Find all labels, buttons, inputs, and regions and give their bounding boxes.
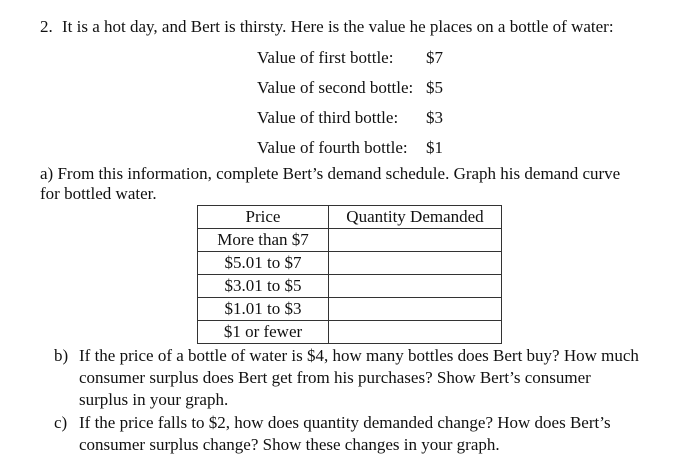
table-row [198, 298, 502, 321]
table-row [198, 321, 502, 344]
value-amount-3: $3 [426, 108, 443, 127]
demand-schedule-table [197, 205, 502, 344]
part-b-line-2: consumer surplus does Bert get from his purchases? Show Bert’s consumer [79, 368, 591, 387]
question-intro: It is a hot day, and Bert is thirsty. Here is the value he places on a bottle of water: [62, 17, 614, 36]
value-label-3: Value of third bottle: [257, 108, 399, 127]
price-cell: $3.01 to $5 [198, 275, 329, 298]
table-row [198, 229, 502, 252]
quantity-cell[interactable] [329, 229, 502, 252]
value-amount-1: $7 [426, 48, 443, 67]
price-cell: $1 or fewer [198, 321, 329, 344]
header-price: Price [198, 206, 329, 229]
value-label-1: Value of first bottle: [257, 48, 394, 67]
part-c-line-1: If the price falls to $2, how does quantity demanded change? How does Bert’s [79, 413, 611, 432]
part-a-line-2: for bottled water. [40, 184, 157, 203]
part-c-label: c) [54, 413, 68, 432]
part-a-line-1: a) From this information, complete Bert’s demand schedule. Graph his demand curve [40, 164, 621, 183]
value-amount-4: $1 [426, 138, 443, 157]
price-cell: $1.01 to $3 [198, 298, 329, 321]
part-b-line-1: If the price of a bottle of water is $4, how many bottles does Bert buy? How much [79, 346, 639, 365]
price-cell: More than $7 [198, 229, 329, 252]
table-header-row [198, 206, 502, 229]
table-row [198, 275, 502, 298]
question-number: 2. [40, 17, 53, 36]
quantity-cell[interactable] [329, 252, 502, 275]
quantity-cell[interactable] [329, 321, 502, 344]
quantity-cell[interactable] [329, 298, 502, 321]
value-amount-2: $5 [426, 78, 443, 97]
value-label-4: Value of fourth bottle: [257, 138, 408, 157]
quantity-cell[interactable] [329, 275, 502, 298]
part-c-line-2: consumer surplus change? Show these changes in your graph. [79, 435, 500, 454]
header-quantity: Quantity Demanded [329, 206, 502, 229]
price-cell: $5.01 to $7 [198, 252, 329, 275]
table-row [198, 252, 502, 275]
part-b-label: b) [54, 346, 69, 365]
part-b-line-3: surplus in your graph. [79, 390, 229, 409]
value-label-2: Value of second bottle: [257, 78, 414, 97]
